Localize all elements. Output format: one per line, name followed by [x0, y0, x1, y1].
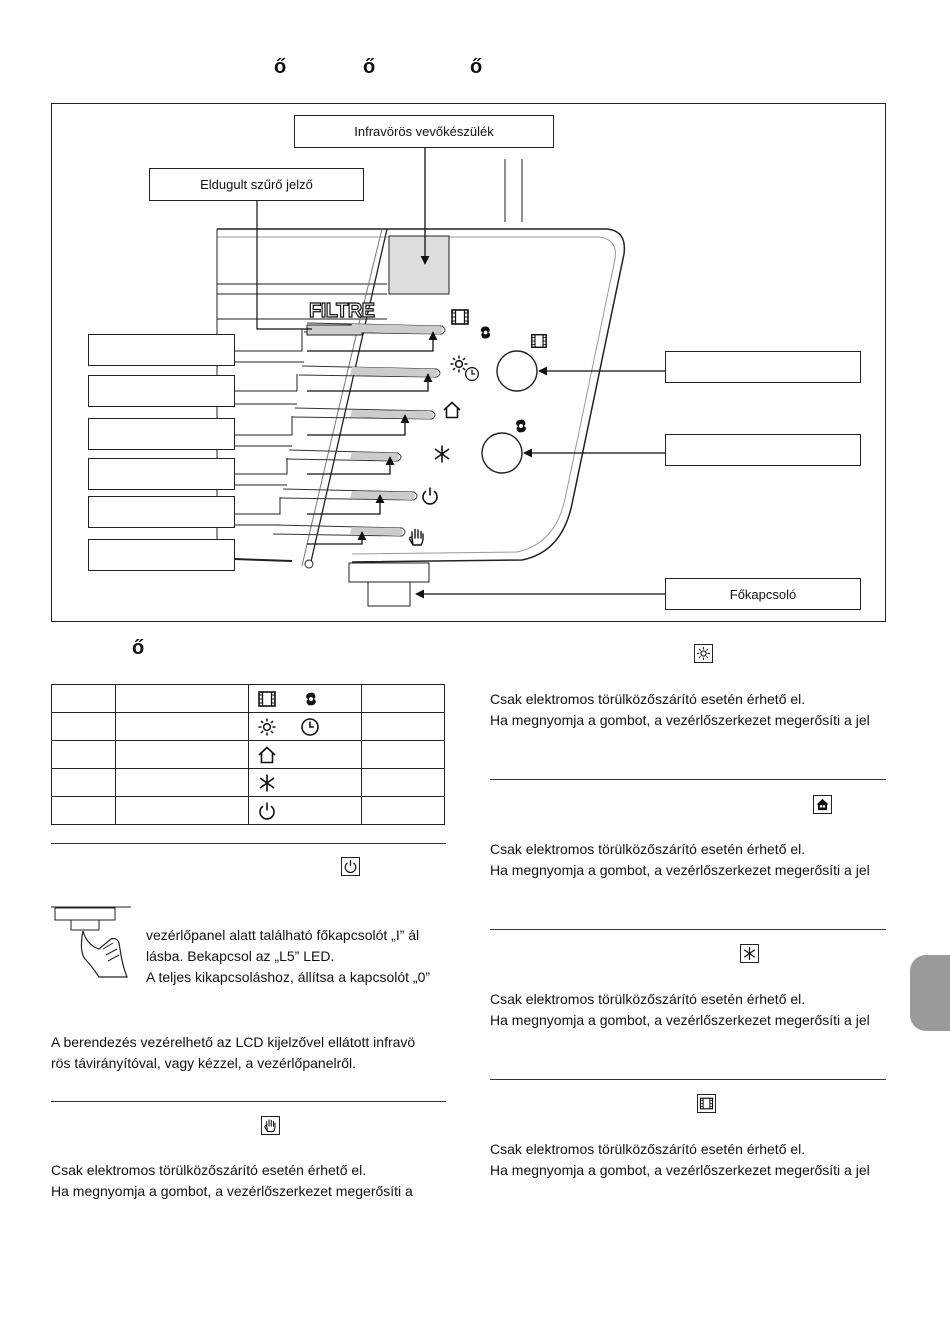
house-text-line-2: Ha megnyomja a gombot, a vezérlőszerkezet megerősíti a jel — [490, 862, 870, 878]
switch-text-line-3: A teljes kikapcsoláshoz, állítsa a kapcsolót „0” — [146, 969, 431, 985]
control-panel-diagram — [51, 103, 886, 622]
hand-icon — [261, 1116, 280, 1135]
label-box-bottom-button — [665, 434, 861, 466]
filter-indicator-text: Eldugult szűrő jelző — [200, 177, 313, 192]
label-box-l6 — [88, 539, 235, 571]
asterisk-icon — [740, 944, 759, 963]
filter-indicator-label — [149, 168, 364, 201]
film-text-line-2: Ha megnyomja a gombot, a vezérlőszerkezet megerősíti a jel — [490, 1162, 870, 1178]
house-icon — [257, 745, 277, 765]
house-text-line-1: Csak elektromos törülközőszárító esetén érhető el. — [490, 841, 806, 857]
label-box-l2 — [88, 375, 235, 407]
label-box-l5 — [88, 496, 235, 528]
mode-table — [51, 684, 445, 825]
sun-icon — [257, 717, 277, 737]
divider — [51, 843, 446, 844]
house-icon — [444, 403, 460, 418]
infrared-receiver-text: Infravörös vevőkészülék — [354, 124, 494, 139]
header-glyph-3: ő — [470, 56, 483, 78]
clock-icon — [300, 717, 320, 737]
label-box-l4 — [88, 458, 235, 490]
divider — [51, 1101, 446, 1102]
header-glyph-1: ő — [274, 56, 287, 78]
film-icon — [257, 689, 277, 709]
section-glyph: ő — [132, 637, 145, 659]
asterisk-text-line-2: Ha megnyomja a gombot, a vezérlőszerkezet megerősíti a jel — [490, 1012, 870, 1028]
switch-text-line-1: vezérlőpanel alatt található főkapcsolót „I” ál — [146, 927, 420, 943]
clock-icon — [466, 368, 479, 381]
film-text-line-1: Csak elektromos törülközőszárító esetén érhető el. — [490, 1141, 806, 1157]
label-box-l3 — [88, 418, 235, 450]
label-box-top-button — [665, 351, 861, 383]
main-switch-label — [665, 578, 861, 610]
hand-switch-icon — [51, 905, 131, 979]
divider — [490, 1079, 886, 1080]
power-icon — [257, 801, 277, 821]
film-icon — [532, 335, 546, 348]
filtre-label: FILTRE — [309, 300, 375, 322]
swirl-icon — [481, 326, 490, 338]
table-row — [52, 685, 445, 713]
header-glyph-2: ő — [363, 56, 376, 78]
table-row — [52, 713, 445, 741]
sun-text-line-1: Csak elektromos törülközőszárító esetén érhető el. — [490, 691, 806, 707]
intro-text-line-1: A berendezés vezérelhető az LCD kijelzővel ellátott infravö — [51, 1034, 416, 1050]
asterisk-icon — [435, 446, 449, 463]
power-icon — [423, 488, 437, 504]
film-icon — [452, 310, 468, 324]
asterisk-text-line-1: Csak elektromos törülközőszárító esetén érhető el. — [490, 991, 806, 1007]
table-row — [52, 797, 445, 825]
sun-icon — [694, 644, 713, 663]
page-tab — [910, 955, 950, 1031]
asterisk-icon — [257, 773, 277, 793]
intro-text-line-2: rös távirányítóval, vagy kézzel, a vezérlőpanelről. — [51, 1055, 357, 1071]
divider — [490, 929, 886, 930]
infrared-receiver-label — [294, 115, 554, 148]
swirl-icon — [302, 690, 320, 708]
swirl-icon — [516, 420, 526, 433]
house-icon — [813, 795, 832, 814]
sun-icon — [451, 356, 468, 373]
sun-text-line-2: Ha megnyomja a gombot, a vezérlőszerkezet megerősíti a jel — [490, 712, 870, 728]
label-box-l1 — [88, 334, 235, 366]
hand-icon — [410, 530, 424, 546]
manual-text-line-1: Csak elektromos törülközőszárító esetén érhető el. — [51, 1162, 367, 1178]
power-icon — [341, 857, 360, 876]
switch-text-line-2: lásba. Bekapcsol az „L5” LED. — [146, 948, 335, 964]
film-icon — [697, 1094, 716, 1113]
divider — [490, 779, 886, 780]
table-row — [52, 769, 445, 797]
manual-text-line-2: Ha megnyomja a gombot, a vezérlőszerkezet megerősíti a — [51, 1183, 413, 1199]
main-switch-text: Főkapcsoló — [729, 586, 797, 602]
table-row — [52, 741, 445, 769]
